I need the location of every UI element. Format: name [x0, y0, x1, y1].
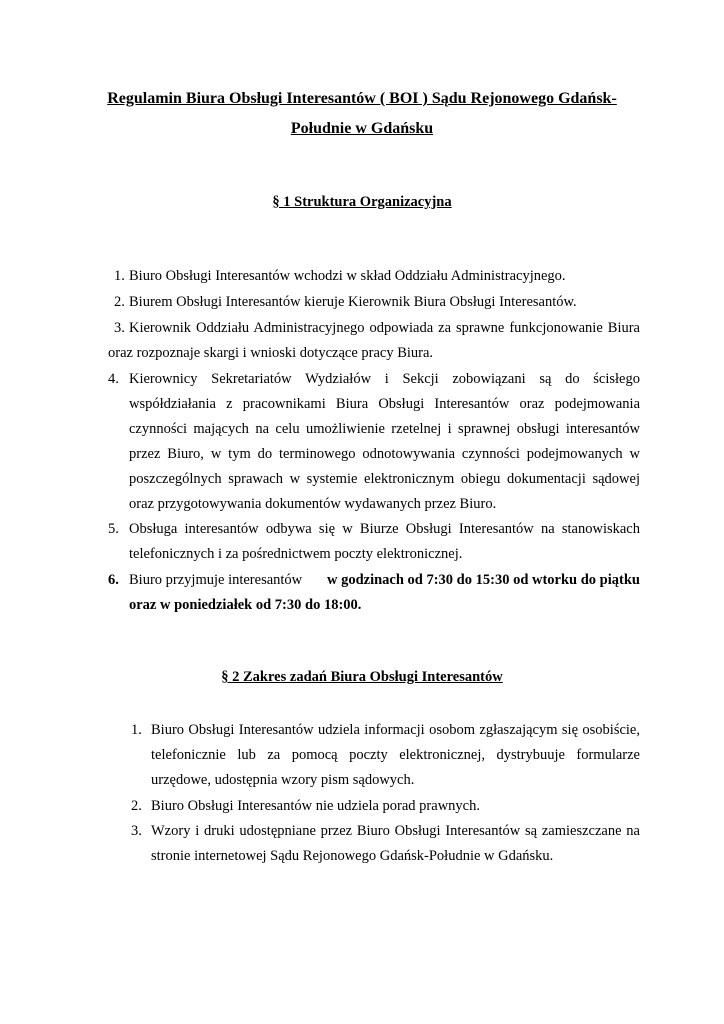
- s1-item-3-line-1: Kierownik Oddziału Administracyjnego odpowiada za sprawne funkcjonowanie Biura: [129, 320, 640, 336]
- s1-item-2-number: 2.: [114, 294, 125, 310]
- s2-item-1-line-3: urzędowe, udostępnia wzory pism sądowych.: [151, 772, 415, 788]
- s1-item-2-text: Biurem Obsługi Interesantów kieruje Kierownik Biura Obsługi Interesantów.: [129, 294, 577, 310]
- s2-item-3-line-1: Wzory i druki udostępniane przez Biuro Obsługi Interesantów są zamieszczane na: [151, 823, 640, 839]
- s1-item-5-line-1: Obsługa interesantów odbywa się w Biurze Obsługi Interesantów na stanowiskach: [129, 521, 640, 537]
- document-title-line-2: Południe w Gdańsku: [290, 120, 434, 137]
- s2-item-3-line-2: stronie internetowej Sądu Rejonowego Gdańsk-Południe w Gdańsku.: [151, 848, 554, 864]
- s1-item-4-line-1: Kierownicy Sekretariatów Wydziałów i Sekcji zobowiązani są do ścisłego: [129, 371, 640, 387]
- s1-item-1-text: Biuro Obsługi Interesantów wchodzi w skład Oddziału Administracyjnego.: [129, 268, 566, 284]
- s1-item-6-line-1: [129, 568, 640, 593]
- s1-item-5-line-2: telefonicznych i za pośrednictwem poczty elektronicznej.: [129, 546, 463, 562]
- s1-item-3-number: 3.: [114, 320, 125, 336]
- s2-item-3-number: 3.: [131, 823, 142, 839]
- s1-item-4-line-3: czynności mających na celu umożliwienie rzetelnej i sprawnej obsługi interesantów: [129, 421, 640, 437]
- s1-item-4-line-6: oraz przygotowywania dokumentów wydawanych przez Biuro.: [129, 496, 497, 512]
- s2-item-1-number: 1.: [131, 722, 142, 738]
- s1-item-5-number: 5.: [108, 521, 119, 537]
- s1-item-3-line-2: oraz rozpoznaje skargi i wnioski dotyczące pracy Biura.: [108, 345, 434, 361]
- s2-item-2-number: 2.: [131, 798, 142, 814]
- document-title-line-1: Regulamin Biura Obsługi Interesantów ( BOI ) Sądu Rejonowego Gdańsk-: [107, 90, 617, 107]
- section-1-heading: § 1 Struktura Organizacyjna: [272, 194, 452, 210]
- s1-item-4-line-2: współdziałania z pracownikami Biura Obsługi Interesantów oraz podejmowania: [129, 396, 640, 412]
- s1-item-4-line-5: poszczególnych sprawach w systemie elektronicznym obiegu dokumentacji sądowej: [129, 471, 640, 487]
- s2-item-1-line-2: telefonicznie lub za pomocą poczty elektronicznej, dystrybuuje formularze: [151, 747, 640, 763]
- s1-item-6-number: 6.: [108, 572, 119, 588]
- section-2-heading: § 2 Zakres zadań Biura Obsługi Interesantów: [221, 669, 503, 685]
- s1-item-6-bold-hours: w godzinach od 7:30 do 15:30 od wtorku do piątku: [326, 572, 640, 588]
- s1-item-6-plain-text: Biuro przyjmuje interesantów: [129, 572, 303, 588]
- s1-item-4-line-4: przez Biuro, w tym do terminowego odnotowywania czynności podejmowanych w: [129, 446, 640, 462]
- s1-item-6-line-2: oraz w poniedziałek od 7:30 do 18:00.: [129, 597, 362, 613]
- s1-item-1-number: 1.: [114, 268, 125, 284]
- s2-item-1-line-1: Biuro Obsługi Interesantów udziela informacji osobom zgłaszającym się osobiście,: [151, 722, 640, 738]
- s2-item-2-text: Biuro Obsługi Interesantów nie udziela porad prawnych.: [151, 798, 480, 814]
- s1-item-4-number: 4.: [108, 371, 119, 387]
